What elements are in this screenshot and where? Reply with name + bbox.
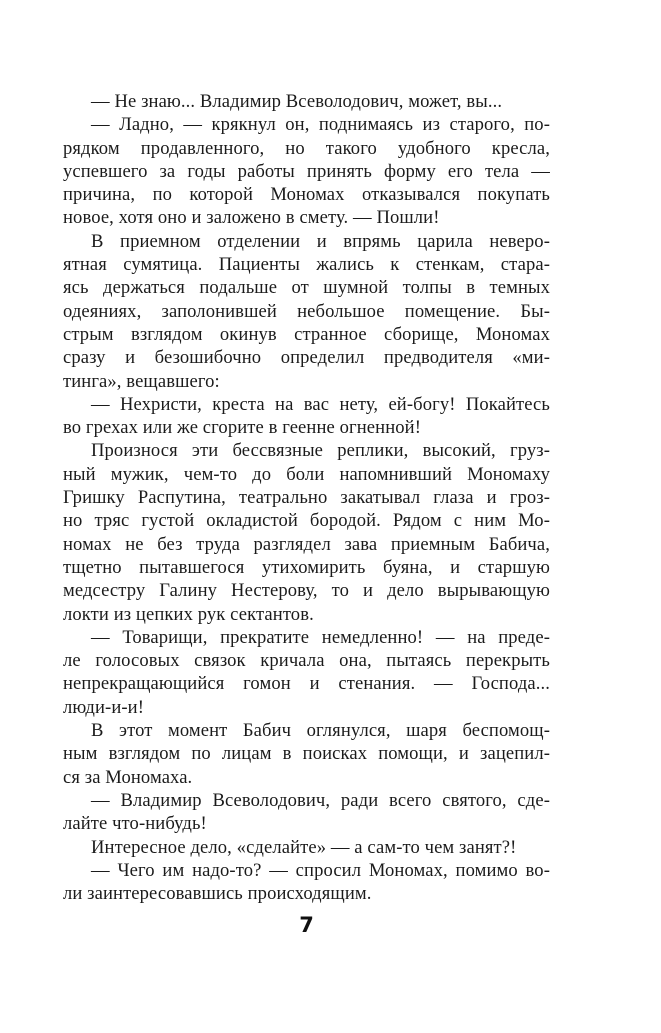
text-line: — Товарищи, прекратите немедленно! — на преде-	[91, 626, 550, 648]
text-line: В приемном отделении и впрямь царила неверо-	[91, 230, 550, 252]
paragraph	[63, 859, 550, 906]
text-line: новое, хотя оно и заложено в смету. — Пошли!	[63, 207, 440, 229]
text-line: успевшего за годы работы принять форму его тела —	[63, 160, 550, 182]
paragraph	[63, 719, 550, 789]
text-line: ся за Мономаха.	[63, 766, 193, 788]
paragraph	[63, 789, 550, 836]
text-line: ный мужик, чем-то до боли напомнивший Мономаху	[63, 463, 550, 485]
text-line: ятная сумятица. Пациенты жались к стенкам, стара-	[63, 254, 550, 276]
text-line: Гришку Распутина, театрально закатывал глаза и гроз-	[63, 487, 550, 509]
paragraph	[63, 230, 550, 393]
text-line: Произнося эти бессвязные реплики, высокий, груз-	[91, 440, 550, 462]
text-line: — Чего им надо-то? — спросил Мономах, помимо во-	[91, 859, 550, 881]
text-line: стрым взглядом окинув странное сборище, Мономах	[63, 323, 550, 345]
text-line: ли заинтересовавшись происходящим.	[63, 883, 372, 905]
text-block	[63, 90, 550, 905]
paragraph	[63, 113, 550, 229]
text-line: локти из цепких рук сектантов.	[63, 603, 314, 625]
paragraph	[63, 626, 550, 719]
text-line: причина, по которой Мономах отказывался покупать	[63, 184, 550, 206]
paragraph	[63, 393, 550, 440]
text-line: ле голосовых связок кричала она, пытаясь перекрыть	[63, 650, 550, 672]
page-number: 7	[299, 913, 314, 937]
text-line: — Ладно, — крякнул он, поднимаясь из старого, по-	[91, 114, 550, 136]
text-line: Интересное дело, «сделайте» — а сам-то чем занят?!	[91, 836, 517, 858]
text-line: ным взглядом по лицам в поисках помощи, и зацепил-	[63, 743, 550, 765]
paragraph	[63, 439, 550, 625]
text-line: медсестру Галину Нестерову, то и дело вырывающую	[63, 580, 550, 602]
text-line: В этот момент Бабич оглянулся, шаря беспомощ-	[91, 720, 550, 742]
text-line: ясь держаться подальше от шумной толпы в темных	[63, 277, 550, 299]
text-line: номах не без труда разглядел зава приемным Бабича,	[63, 533, 550, 555]
text-line: во грехах или же сгорите в геенне огненной!	[63, 417, 421, 439]
text-line: люди-и-и!	[63, 696, 145, 718]
text-line: рядком продавленного, но такого удобного кресла,	[63, 137, 550, 159]
paragraph	[63, 90, 550, 113]
text-line: тщетно пытавшегося утихомирить буяна, и старшую	[63, 556, 550, 578]
text-line: тинга», вещавшего:	[63, 370, 220, 392]
text-line: непрекращающийся гомон и стенания. — Господа...	[63, 673, 550, 695]
text-line: одеяниях, заполонившей небольшое помещение. Бы-	[63, 300, 550, 322]
text-line: — Владимир Всеволодович, ради всего святого, сде-	[91, 789, 550, 811]
text-line: сразу и безошибочно определил предводителя «ми-	[63, 347, 550, 369]
text-line: — Не знаю... Владимир Всеволодович, может, вы...	[91, 91, 503, 112]
text-line: лайте что-нибудь!	[63, 813, 207, 835]
paragraph	[63, 836, 550, 859]
text-line: но тряс густой окладистой бородой. Рядом с ним Мо-	[63, 510, 550, 532]
text-line: — Нехристи, креста на вас нету, ей-богу! Покайтесь	[91, 393, 550, 415]
